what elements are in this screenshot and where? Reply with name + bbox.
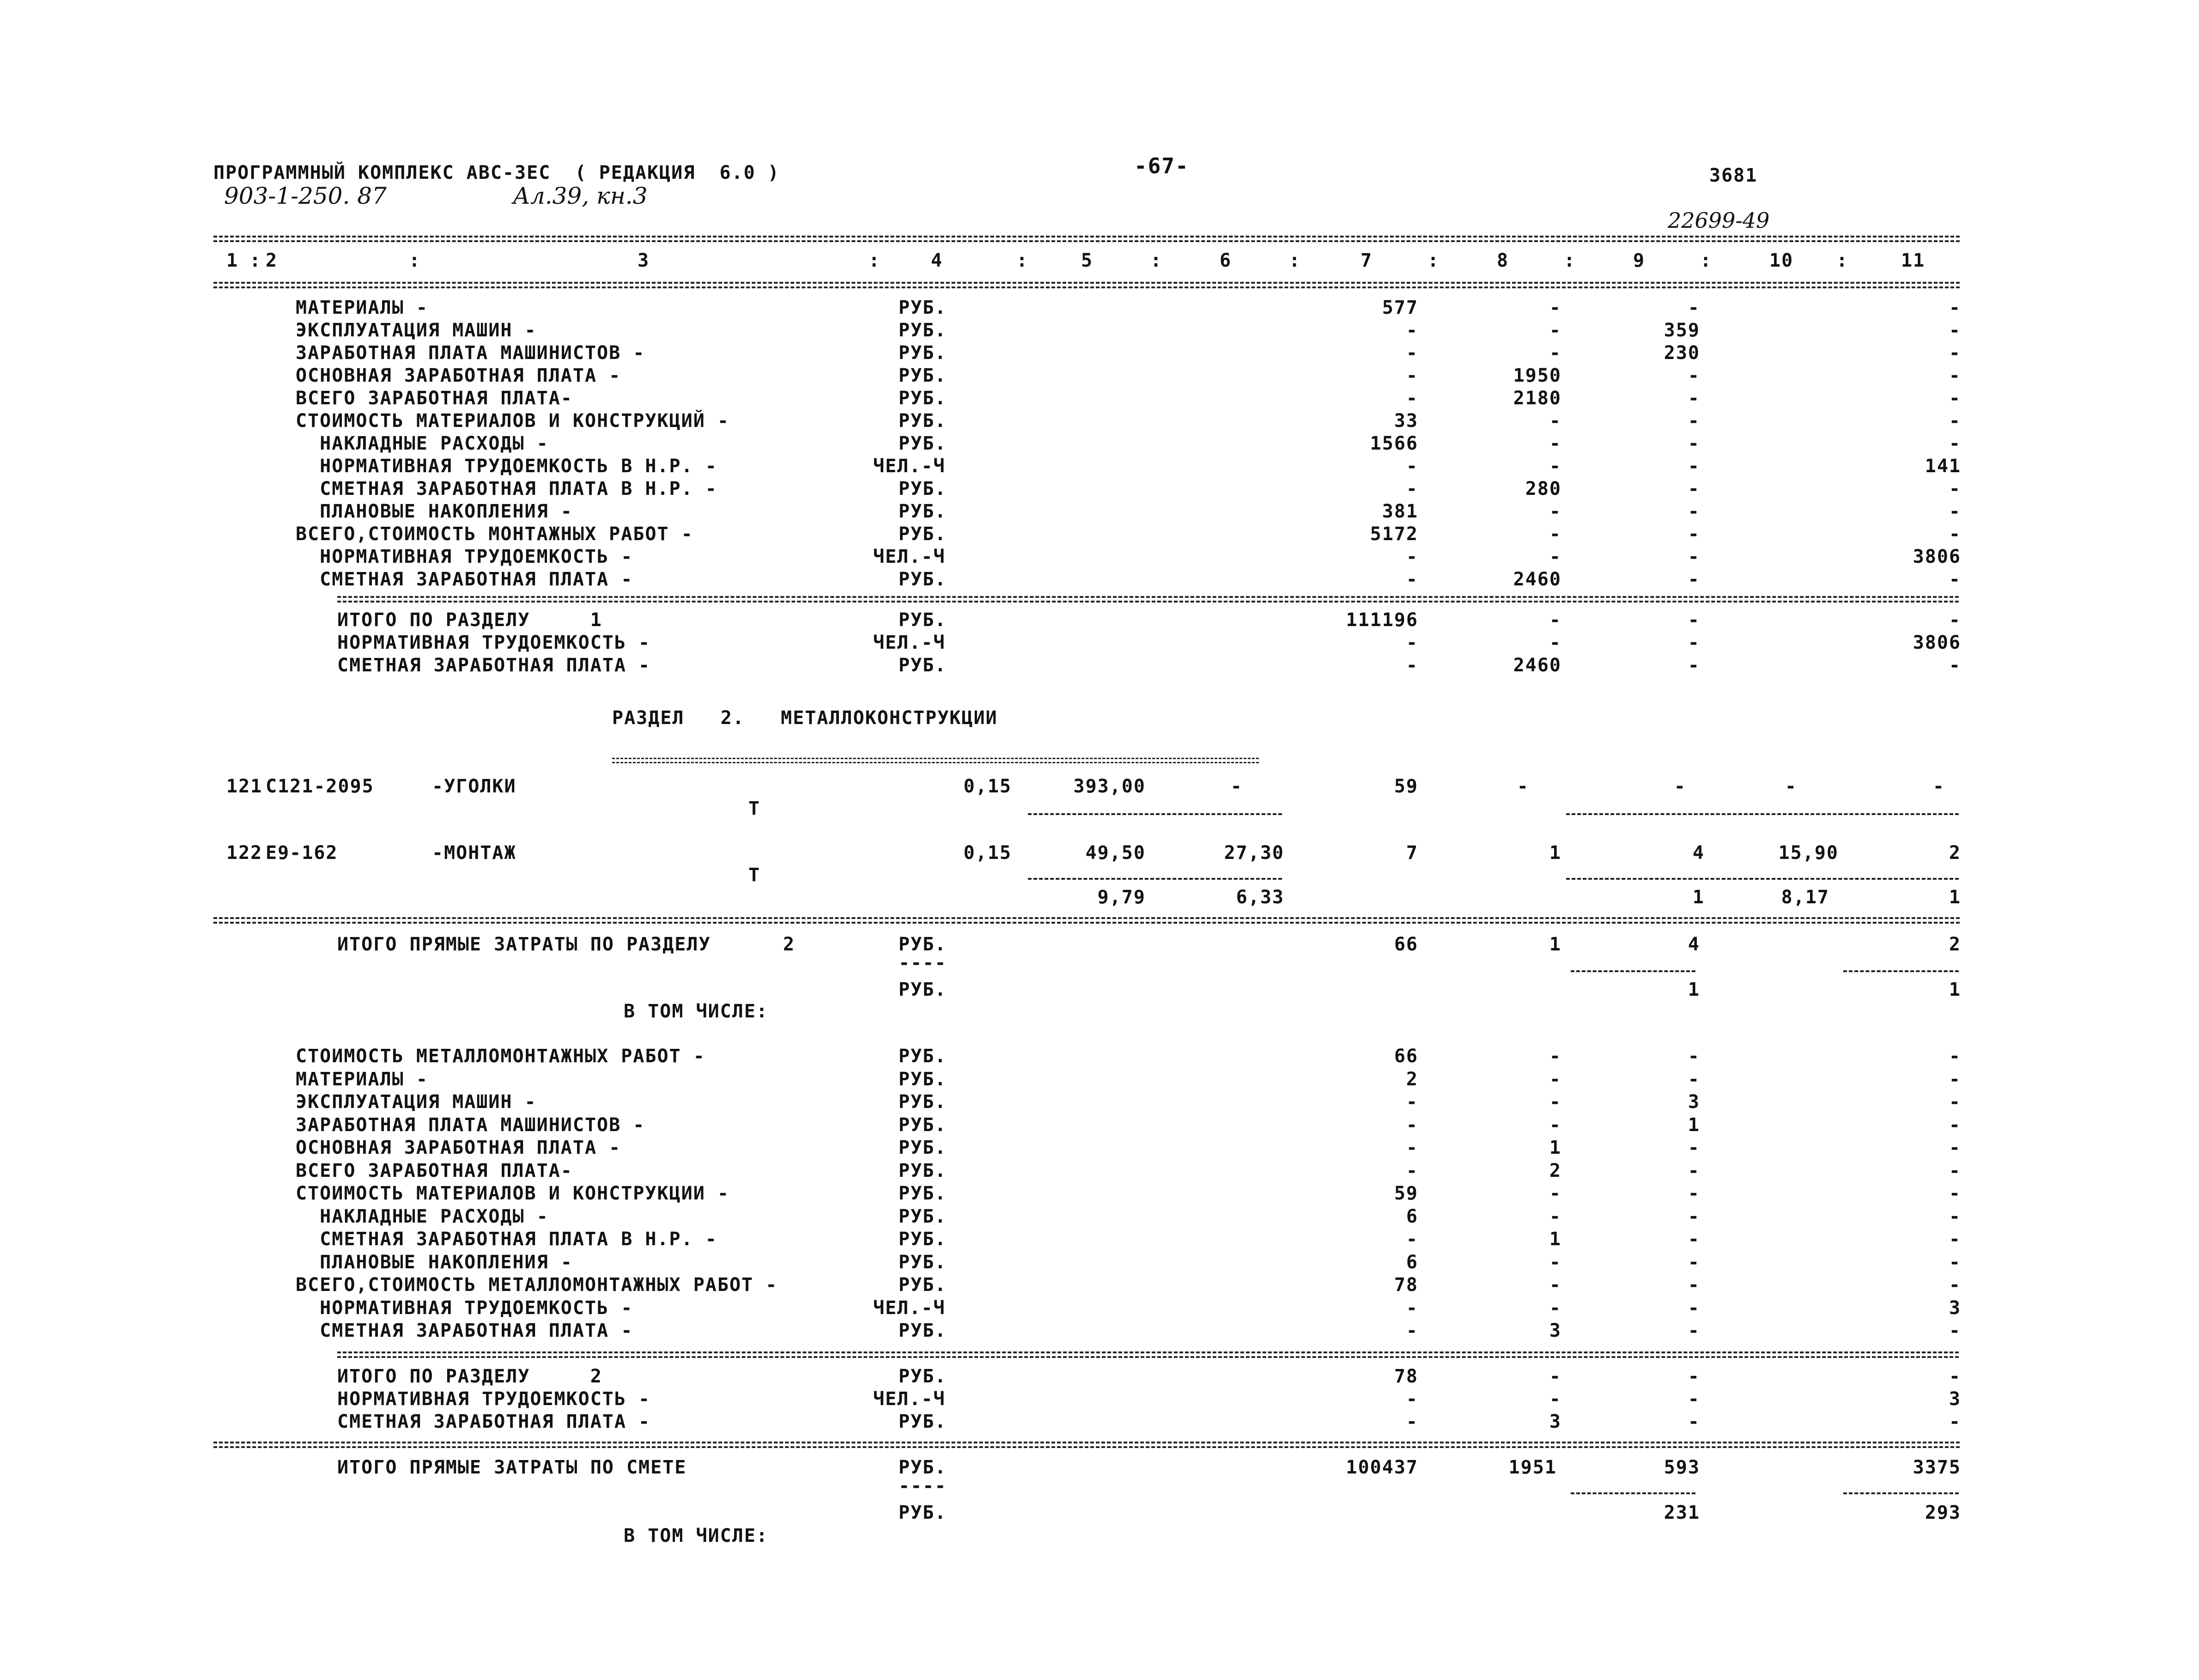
item-121-c6: - xyxy=(1230,776,1243,797)
column-separator: : xyxy=(1150,250,1163,271)
item-121-qty: 0,15 xyxy=(963,776,1012,797)
page-number: -67- xyxy=(1134,153,1189,178)
column-separator: : xyxy=(1289,250,1301,271)
section-2-row-c7: - xyxy=(1406,1137,1418,1158)
section-2-row-c11: - xyxy=(1949,1183,1961,1204)
section-1-total-c8: 2460 xyxy=(1513,655,1561,676)
section-1-row-label: СМЕТНАЯ ЗАРАБОТНАЯ ПЛАТА - xyxy=(296,569,633,590)
column-separator: : xyxy=(409,250,421,271)
section-1-row-c8: 280 xyxy=(1525,478,1561,499)
section-1-row-c8: - xyxy=(1549,297,1561,318)
section-2-row-unit: РУБ. xyxy=(899,1251,947,1273)
grand-total-unit-2: РУБ. xyxy=(899,1502,947,1523)
section-2-total-c9: - xyxy=(1688,1366,1700,1387)
section-2-row-c9: - xyxy=(1688,1183,1700,1204)
rule xyxy=(213,240,1960,242)
section-1-row-unit: РУБ. xyxy=(899,569,947,590)
section-2-direct-total-unit: РУБ. xyxy=(899,934,947,955)
section-2-row-label: ВСЕГО,СТОИМОСТЬ МЕТАЛЛОМОНТАЖНЫХ РАБОТ - xyxy=(296,1274,778,1296)
rule xyxy=(1843,970,1959,972)
section-2-total-c8: - xyxy=(1549,1366,1561,1387)
section-1-row-c11: 141 xyxy=(1925,456,1961,477)
section-2-row-c8: - xyxy=(1549,1205,1561,1227)
section-1-row-c7: - xyxy=(1406,569,1418,590)
section-2-row-c9: - xyxy=(1688,1320,1700,1341)
section-1-row-unit: РУБ. xyxy=(899,365,947,386)
item-121-unit: Т xyxy=(748,798,761,819)
rule xyxy=(213,1446,1960,1448)
section-1-row-c8: - xyxy=(1549,433,1561,454)
column-separator: : xyxy=(1700,250,1713,271)
section-1-row-c7: 381 xyxy=(1382,501,1418,522)
section-2-row-label: ВСЕГО ЗАРАБОТНАЯ ПЛАТА- xyxy=(296,1160,573,1181)
section-2-row-c7: - xyxy=(1406,1320,1418,1341)
unit-dash: ---- xyxy=(899,1475,947,1497)
section-2-total-label: СМЕТНАЯ ЗАРАБОТНАЯ ПЛАТА - xyxy=(337,1411,651,1432)
item-121-c7: 59 xyxy=(1394,776,1418,797)
section-2-total-c8: - xyxy=(1549,1388,1561,1410)
item-121-name: -УГОЛКИ xyxy=(432,776,516,797)
section-1-row-c9: - xyxy=(1688,297,1700,318)
rule xyxy=(213,1442,1960,1443)
grand-total-c7: 100437 xyxy=(1346,1457,1418,1478)
section-1-total-c8: - xyxy=(1549,609,1561,631)
section-1-row-c9: - xyxy=(1688,478,1700,499)
section-1-row-c9: - xyxy=(1688,456,1700,477)
section-2-row-c7: 2 xyxy=(1406,1068,1418,1090)
section-1-row-c11: - xyxy=(1949,342,1961,364)
section-2-row-label: СМЕТНАЯ ЗАРАБОТНАЯ ПЛАТА В Н.Р. - xyxy=(296,1229,717,1250)
unit-dash: ---- xyxy=(899,952,947,974)
section-1-row-c7: 5172 xyxy=(1370,523,1418,545)
section-2-direct-total-c7: 66 xyxy=(1394,934,1418,955)
section-2-total-c8: 3 xyxy=(1549,1411,1561,1432)
rule xyxy=(1566,878,1959,880)
section-1-row-label: ЗАРАБОТНАЯ ПЛАТА МАШИНИСТОВ - xyxy=(296,342,645,364)
section-2-row-c8: 1 xyxy=(1549,1137,1561,1158)
section-2-row-c11: - xyxy=(1949,1160,1961,1181)
section-2-row-c7: - xyxy=(1406,1297,1418,1319)
rule xyxy=(1843,1492,1959,1494)
section-1-total-label: СМЕТНАЯ ЗАРАБОТНАЯ ПЛАТА - xyxy=(337,655,651,676)
column-separator: : xyxy=(1428,250,1440,271)
section-1-row-label: НАКЛАДНЫЕ РАСХОДЫ - xyxy=(296,433,549,454)
section-1-total-c9: - xyxy=(1688,609,1700,631)
section-1-row-c8: - xyxy=(1549,456,1561,477)
section-1-row-c11: - xyxy=(1949,297,1961,318)
section-2-row-unit: РУБ. xyxy=(899,1091,947,1113)
section-1-total-c9: - xyxy=(1688,655,1700,676)
section-1-total-unit: РУБ. xyxy=(899,609,947,631)
section-1-row-unit: РУБ. xyxy=(899,478,947,499)
section-2-row-unit: РУБ. xyxy=(899,1205,947,1227)
section-2-row-c7: - xyxy=(1406,1114,1418,1136)
section-2-row-c8: - xyxy=(1549,1274,1561,1296)
section-2-row-c7: 6 xyxy=(1406,1205,1418,1227)
section-1-row-unit: РУБ. xyxy=(899,433,947,454)
grand-total-c11: 3375 xyxy=(1913,1457,1961,1478)
column-number-4: 4 xyxy=(931,250,943,271)
column-number-5: 5 xyxy=(1081,250,1093,271)
section-1-row-c7: 1566 xyxy=(1370,433,1418,454)
section-2-row-unit: РУБ. xyxy=(899,1046,947,1067)
section-1-row-c7: 33 xyxy=(1394,410,1418,432)
handwritten-project-code: 903-1-250. 87 xyxy=(224,183,387,209)
section-2-total-unit: РУБ. xyxy=(899,1411,947,1432)
rule xyxy=(1566,813,1959,815)
section-2-total-unit: РУБ. xyxy=(899,1366,947,1387)
section-2-row-c7: 66 xyxy=(1394,1046,1418,1067)
handwritten-inventory: 22699-49 xyxy=(1668,208,1770,233)
section-2-row-label: НОРМАТИВНАЯ ТРУДОЕМКОСТЬ - xyxy=(296,1297,633,1319)
section-1-row-unit: РУБ. xyxy=(899,320,947,341)
section-1-row-c7: - xyxy=(1406,388,1418,409)
section-2-row-c8: 1 xyxy=(1549,1229,1561,1250)
section-1-row-c11: - xyxy=(1949,501,1961,522)
section-2-row-c11: - xyxy=(1949,1320,1961,1341)
section-2-row-unit: РУБ. xyxy=(899,1229,947,1250)
section-1-total-label: ИТОГО ПО РАЗДЕЛУ 1 xyxy=(337,609,602,631)
section-2-row-c9: - xyxy=(1688,1297,1700,1319)
section-1-row-c7: - xyxy=(1406,546,1418,567)
item-122-name: -МОНТАЖ xyxy=(432,842,516,864)
item-122-sub-c9: 1 xyxy=(1692,887,1705,908)
section-1-row-unit: РУБ. xyxy=(899,388,947,409)
document-number: 3681 xyxy=(1709,165,1758,186)
item-122-c6: 27,30 xyxy=(1224,842,1284,864)
rule xyxy=(213,922,1960,924)
section-2-row-c8: - xyxy=(1549,1183,1561,1204)
column-number-6: 6 xyxy=(1220,250,1232,271)
grand-total-c9b: 231 xyxy=(1664,1502,1700,1523)
section-1-row-c11: - xyxy=(1949,569,1961,590)
section-1-row-c9: - xyxy=(1688,546,1700,567)
section-1-row-c11: - xyxy=(1949,433,1961,454)
section-2-row-c8: - xyxy=(1549,1091,1561,1113)
section-1-row-c11: 3806 xyxy=(1913,546,1961,567)
section-2-row-c9: 1 xyxy=(1688,1114,1700,1136)
rule xyxy=(337,1351,1959,1353)
grand-total-unit: РУБ. xyxy=(899,1457,947,1478)
section-2-row-c11: - xyxy=(1949,1229,1961,1250)
section-2-row-label: СТОИМОСТЬ МЕТАЛЛОМОНТАЖНЫХ РАБОТ - xyxy=(296,1046,705,1067)
section-2-row-c8: 3 xyxy=(1549,1320,1561,1341)
item-122-sub-c5: 9,79 xyxy=(1097,887,1146,908)
section-2-title: РАЗДЕЛ 2. МЕТАЛЛОКОНСТРУКЦИИ xyxy=(612,707,998,729)
section-2-row-unit: РУБ. xyxy=(899,1274,947,1296)
double-rule xyxy=(612,758,1259,763)
column-number-3: 3 xyxy=(638,250,650,271)
section-2-row-unit: РУБ. xyxy=(899,1160,947,1181)
section-2-row-label: ПЛАНОВЫЕ НАКОПЛЕНИЯ - xyxy=(296,1251,573,1273)
section-1-row-c7: - xyxy=(1406,342,1418,364)
section-2-row-c7: - xyxy=(1406,1091,1418,1113)
section-2-direct-total-c9b: 1 xyxy=(1688,979,1700,1000)
rule xyxy=(1571,1492,1695,1494)
section-1-row-c8: - xyxy=(1549,523,1561,545)
section-1-row-c9: 230 xyxy=(1664,342,1700,364)
rule xyxy=(213,917,1960,919)
section-2-row-c11: - xyxy=(1949,1068,1961,1090)
section-2-row-c9: - xyxy=(1688,1160,1700,1181)
section-2-direct-total-c11b: 1 xyxy=(1949,979,1961,1000)
item-122-c11: 2 xyxy=(1949,842,1961,864)
section-1-row-label: ВСЕГО ЗАРАБОТНАЯ ПЛАТА- xyxy=(296,388,573,409)
item-121-price: 393,00 xyxy=(1073,776,1146,797)
section-2-row-c11: - xyxy=(1949,1205,1961,1227)
item-122-sub-c6: 6,33 xyxy=(1236,887,1284,908)
section-2-direct-total-c8: 1 xyxy=(1549,934,1561,955)
column-number-7: 7 xyxy=(1361,250,1373,271)
grand-total-c11b: 293 xyxy=(1925,1502,1961,1523)
section-1-row-c7: - xyxy=(1406,456,1418,477)
section-2-row-c9: - xyxy=(1688,1068,1700,1090)
item-121-c9: - xyxy=(1674,776,1686,797)
section-2-row-label: ЭКСПЛУАТАЦИЯ МАШИН - xyxy=(296,1091,537,1113)
section-1-row-c11: - xyxy=(1949,410,1961,432)
section-2-direct-total-unit-2: РУБ. xyxy=(899,979,947,1000)
section-2-row-c8: - xyxy=(1549,1068,1561,1090)
section-1-row-c8: 2460 xyxy=(1513,569,1561,590)
section-2-row-c7: - xyxy=(1406,1229,1418,1250)
column-separator: : xyxy=(869,250,881,271)
item-121-c10: - xyxy=(1785,776,1797,797)
section-2-row-label: СМЕТНАЯ ЗАРАБОТНАЯ ПЛАТА - xyxy=(296,1320,633,1341)
section-2-row-unit: РУБ. xyxy=(899,1137,947,1158)
item-122-c7: 7 xyxy=(1406,842,1418,864)
section-2-total-c9: - xyxy=(1688,1411,1700,1432)
section-1-row-label: ПЛАНОВЫЕ НАКОПЛЕНИЯ - xyxy=(296,501,573,522)
section-2-row-c9: - xyxy=(1688,1274,1700,1296)
section-1-row-c11: - xyxy=(1949,388,1961,409)
section-1-row-c9: - xyxy=(1688,523,1700,545)
section-2-total-c7: 78 xyxy=(1394,1366,1418,1387)
item-122-c9: 4 xyxy=(1692,842,1705,864)
section-2-total-c7: - xyxy=(1406,1388,1418,1410)
column-number-8: 8 xyxy=(1497,250,1509,271)
section-1-total-unit: РУБ. xyxy=(899,655,947,676)
column-number-11: 11 xyxy=(1901,250,1926,271)
section-2-row-c7: - xyxy=(1406,1160,1418,1181)
column-number-9: 9 xyxy=(1633,250,1646,271)
section-2-row-c11: - xyxy=(1949,1274,1961,1296)
rule xyxy=(1028,878,1282,880)
section-1-total-c11: - xyxy=(1949,655,1961,676)
section-2-row-unit: РУБ. xyxy=(899,1114,947,1136)
section-1-total-c11: - xyxy=(1949,609,1961,631)
section-1-row-label: СТОИМОСТЬ МАТЕРИАЛОВ И КОНСТРУКЦИЙ - xyxy=(296,410,729,432)
rule xyxy=(1028,813,1282,815)
column-number-1: 1 xyxy=(226,250,239,271)
section-1-row-c7: - xyxy=(1406,478,1418,499)
section-1-row-c9: - xyxy=(1688,410,1700,432)
rule xyxy=(337,601,1959,603)
section-2-row-c11: - xyxy=(1949,1114,1961,1136)
handwritten-album: Ал.39, кн.3 xyxy=(513,183,648,209)
grand-total-label: ИТОГО ПРЯМЫЕ ЗАТРАТЫ ПО СМЕТЕ xyxy=(337,1457,687,1478)
section-1-total-c7: - xyxy=(1406,655,1418,676)
rule xyxy=(337,596,1959,598)
section-1-row-c9: - xyxy=(1688,433,1700,454)
column-separator: : xyxy=(249,250,262,271)
item-122-c10: 15,90 xyxy=(1778,842,1839,864)
section-1-total-c7: 111196 xyxy=(1346,609,1418,631)
program-title: ПРОГРАММНЫЙ КОМПЛЕКС АВС-3ЕС ( РЕДАКЦИЯ 6.0 ) xyxy=(213,162,780,183)
section-1-row-unit: ЧЕЛ.-Ч xyxy=(873,456,946,477)
section-2-total-c11: - xyxy=(1949,1411,1961,1432)
section-2-total-c11: - xyxy=(1949,1366,1961,1387)
rule xyxy=(213,286,1960,288)
rule xyxy=(213,236,1960,237)
section-2-row-label: ОСНОВНАЯ ЗАРАБОТНАЯ ПЛАТА - xyxy=(296,1137,621,1158)
section-1-row-unit: РУБ. xyxy=(899,297,947,318)
section-2-row-c9: - xyxy=(1688,1137,1700,1158)
item-122-c8: 1 xyxy=(1549,842,1561,864)
section-1-total-c7: - xyxy=(1406,632,1418,653)
section-2-row-c11: 3 xyxy=(1949,1297,1961,1319)
section-1-row-unit: РУБ. xyxy=(899,523,947,545)
section-2-row-label: НАКЛАДНЫЕ РАСХОДЫ - xyxy=(296,1205,549,1227)
section-1-row-unit: РУБ. xyxy=(899,342,947,364)
section-1-row-label: НОРМАТИВНАЯ ТРУДОЕМКОСТЬ - xyxy=(296,546,633,567)
section-1-row-unit: ЧЕЛ.-Ч xyxy=(873,546,946,567)
section-1-row-c7: - xyxy=(1406,320,1418,341)
column-separator: : xyxy=(1564,250,1576,271)
section-2-total-unit: ЧЕЛ.-Ч xyxy=(873,1388,946,1410)
section-2-total-c7: - xyxy=(1406,1411,1418,1432)
section-2-direct-total-label: ИТОГО ПРЯМЫЕ ЗАТРАТЫ ПО РАЗДЕЛУ 2 xyxy=(337,934,796,955)
column-number-2: 2 xyxy=(266,250,278,271)
item-121-number: 121 xyxy=(226,776,263,797)
rule xyxy=(213,282,1960,284)
grand-total-c8: 1951 xyxy=(1508,1457,1557,1478)
section-1-row-c8: - xyxy=(1549,546,1561,567)
item-122-code: Е9-162 xyxy=(266,842,338,864)
item-122-qty: 0,15 xyxy=(963,842,1012,864)
section-2-row-label: СТОИМОСТЬ МАТЕРИАЛОВ И КОНСТРУКЦИИ - xyxy=(296,1183,729,1204)
column-number-10: 10 xyxy=(1769,250,1794,271)
section-1-total-label: НОРМАТИВНАЯ ТРУДОЕМКОСТЬ - xyxy=(337,632,651,653)
section-1-row-label: СМЕТНАЯ ЗАРАБОТНАЯ ПЛАТА В Н.Р. - xyxy=(296,478,717,499)
item-122-price: 49,50 xyxy=(1085,842,1146,864)
section-1-row-c8: - xyxy=(1549,410,1561,432)
section-2-row-c8: - xyxy=(1549,1114,1561,1136)
section-1-row-c11: - xyxy=(1949,478,1961,499)
section-1-total-c8: - xyxy=(1549,632,1561,653)
section-2-row-c9: - xyxy=(1688,1205,1700,1227)
section-2-row-c11: - xyxy=(1949,1137,1961,1158)
column-separator: : xyxy=(1836,250,1849,271)
section-1-total-c9: - xyxy=(1688,632,1700,653)
section-2-row-c7: 59 xyxy=(1394,1183,1418,1204)
section-1-row-c8: - xyxy=(1549,320,1561,341)
section-1-row-c7: - xyxy=(1406,365,1418,386)
item-122-number: 122 xyxy=(226,842,263,864)
section-1-row-c11: - xyxy=(1949,523,1961,545)
section-2-row-c8: 2 xyxy=(1549,1160,1561,1181)
section-1-total-c11: 3806 xyxy=(1913,632,1961,653)
section-1-row-c8: 1950 xyxy=(1513,365,1561,386)
section-1-row-c9: - xyxy=(1688,501,1700,522)
including-heading: В ТОМ ЧИСЛЕ: xyxy=(624,1525,768,1546)
section-1-row-c9: - xyxy=(1688,569,1700,590)
item-122-unit: Т xyxy=(748,864,761,886)
section-2-row-c8: - xyxy=(1549,1046,1561,1067)
section-2-total-c9: - xyxy=(1688,1388,1700,1410)
section-2-direct-total-c9: 4 xyxy=(1688,934,1700,955)
section-2-row-unit: ЧЕЛ.-Ч xyxy=(873,1297,946,1319)
section-2-row-c11: - xyxy=(1949,1091,1961,1113)
grand-total-c9: 593 xyxy=(1664,1457,1700,1478)
item-121-c8: - xyxy=(1517,776,1529,797)
section-1-row-label: ВСЕГО,СТОИМОСТЬ МОНТАЖНЫХ РАБОТ - xyxy=(296,523,693,545)
section-2-row-c9: - xyxy=(1688,1229,1700,1250)
section-1-row-c9: - xyxy=(1688,365,1700,386)
rule xyxy=(337,1356,1959,1358)
section-1-row-c8: 2180 xyxy=(1513,388,1561,409)
section-2-total-label: ИТОГО ПО РАЗДЕЛУ 2 xyxy=(337,1366,602,1387)
section-2-row-c8: - xyxy=(1549,1251,1561,1273)
column-separator: : xyxy=(1016,250,1029,271)
section-1-row-c9: - xyxy=(1688,388,1700,409)
section-2-total-label: НОРМАТИВНАЯ ТРУДОЕМКОСТЬ - xyxy=(337,1388,651,1410)
section-2-row-c9: - xyxy=(1688,1251,1700,1273)
including-heading: В ТОМ ЧИСЛЕ: xyxy=(624,1001,768,1022)
rule xyxy=(1571,970,1695,972)
item-121-c11: - xyxy=(1932,776,1945,797)
section-1-row-c8: - xyxy=(1549,501,1561,522)
section-2-row-unit: РУБ. xyxy=(899,1320,947,1341)
section-2-row-c7: 6 xyxy=(1406,1251,1418,1273)
section-2-row-c9: 3 xyxy=(1688,1091,1700,1113)
section-2-row-unit: РУБ. xyxy=(899,1068,947,1090)
section-2-row-c9: - xyxy=(1688,1046,1700,1067)
section-1-row-unit: РУБ. xyxy=(899,501,947,522)
section-2-row-c11: - xyxy=(1949,1251,1961,1273)
section-2-total-c11: 3 xyxy=(1949,1388,1961,1410)
section-1-row-c9: 359 xyxy=(1664,320,1700,341)
item-121-code: С121-2095 xyxy=(266,776,374,797)
section-1-row-unit: РУБ. xyxy=(899,410,947,432)
section-2-row-label: МАТЕРИАЛЫ - xyxy=(296,1068,428,1090)
section-1-row-c8: - xyxy=(1549,342,1561,364)
section-2-row-c7: 78 xyxy=(1394,1274,1418,1296)
section-1-row-label: ОСНОВНАЯ ЗАРАБОТНАЯ ПЛАТА - xyxy=(296,365,621,386)
section-1-total-unit: ЧЕЛ.-Ч xyxy=(873,632,946,653)
section-2-direct-total-c11: 2 xyxy=(1949,934,1961,955)
section-2-row-c11: - xyxy=(1949,1046,1961,1067)
section-1-row-c7: 577 xyxy=(1382,297,1418,318)
item-122-sub-c11: 1 xyxy=(1949,887,1961,908)
section-2-row-c8: - xyxy=(1549,1297,1561,1319)
section-1-row-c11: - xyxy=(1949,365,1961,386)
section-1-row-label: НОРМАТИВНАЯ ТРУДОЕМКОСТЬ В Н.Р. - xyxy=(296,456,717,477)
section-1-row-label: ЭКСПЛУАТАЦИЯ МАШИН - xyxy=(296,320,537,341)
section-1-row-label: МАТЕРИАЛЫ - xyxy=(296,297,428,318)
section-2-row-unit: РУБ. xyxy=(899,1183,947,1204)
section-1-row-c11: - xyxy=(1949,320,1961,341)
item-122-sub-c10: 8,17 xyxy=(1781,887,1829,908)
section-2-row-label: ЗАРАБОТНАЯ ПЛАТА МАШИНИСТОВ - xyxy=(296,1114,645,1136)
